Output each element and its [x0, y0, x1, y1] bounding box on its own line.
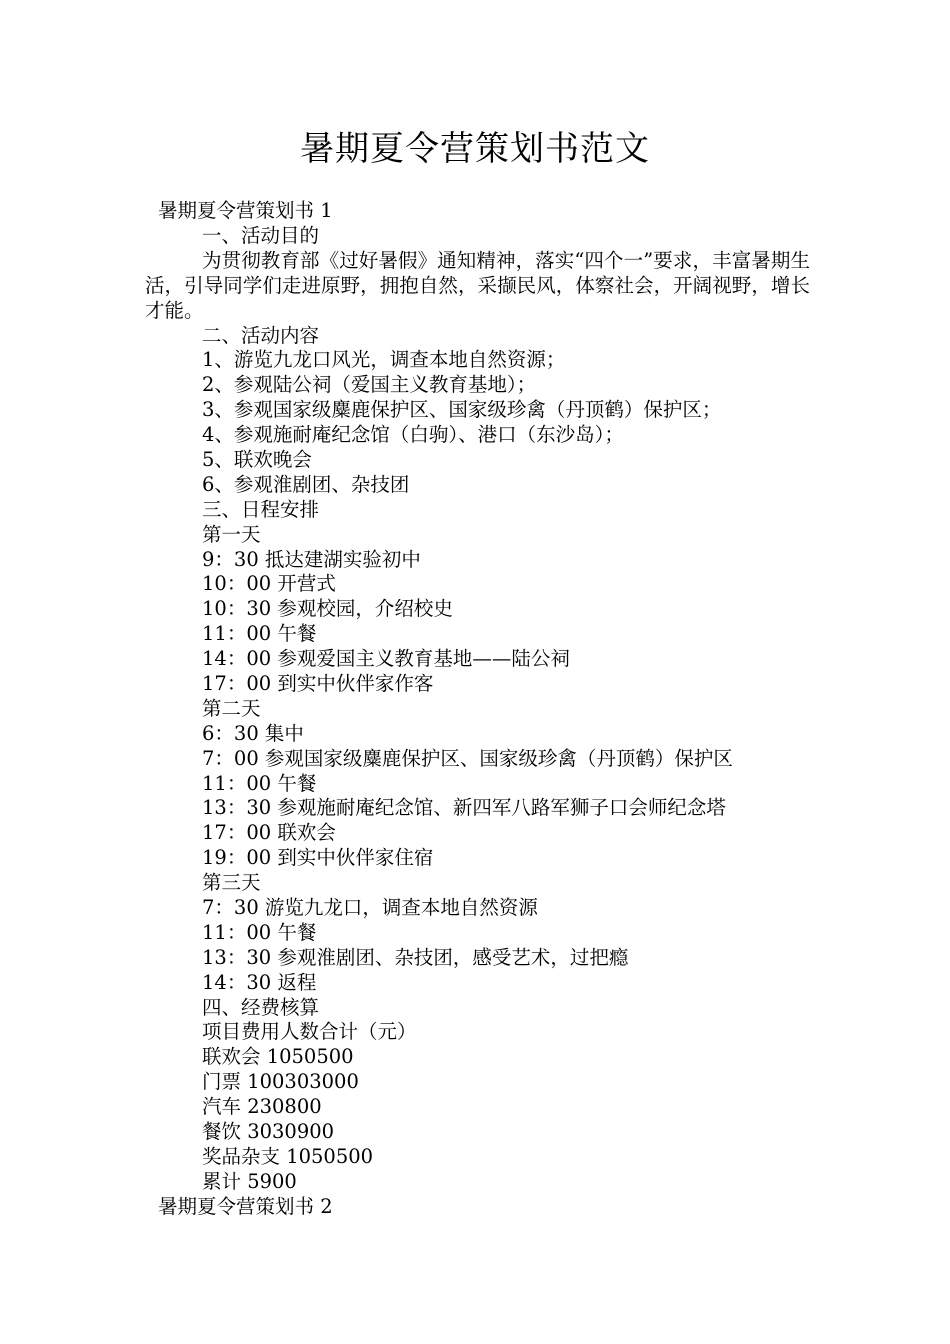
schedule-item: 7：00 参观国家级麋鹿保护区、国家级珍禽（丹顶鹤）保护区: [202, 746, 733, 770]
schedule-item: 10：30 参观校园，介绍校史: [202, 597, 453, 621]
day-label: 第三天: [202, 871, 261, 895]
schedule-item: 6：30 集中: [202, 721, 304, 745]
day-label: 第一天: [202, 522, 261, 546]
section-heading: 暑期夏令营策划书 1: [158, 199, 333, 222]
content-item: 3、参观国家级麋鹿保护区、国家级珍禽（丹顶鹤）保护区；: [202, 398, 722, 422]
heading-schedule: 三、日程安排: [202, 497, 320, 521]
schedule-item: 9：30 抵达建湖实验初中: [202, 547, 421, 571]
budget-line: 联欢会 1050500: [202, 1045, 354, 1069]
heading-budget: 四、经费核算: [202, 995, 320, 1019]
schedule-item: 14：30 返程: [202, 970, 317, 994]
budget-line: 汽车 230800: [202, 1095, 322, 1119]
schedule-item: 11：00 午餐: [202, 622, 317, 646]
heading-purpose: 一、活动目的: [202, 223, 320, 247]
schedule-item: 13：30 参观淮剧团、杂技团，感受艺术，过把瘾: [202, 945, 629, 969]
schedule-item: 17：00 到实中伙伴家作客: [202, 671, 434, 695]
day-label: 第二天: [202, 696, 261, 720]
schedule-item: 19：00 到实中伙伴家住宿: [202, 846, 434, 870]
content-item: 6、参观淮剧团、杂技团: [202, 472, 410, 496]
document-title: 暑期夏令营策划书范文: [300, 129, 650, 169]
schedule-item: 17：00 联欢会: [202, 821, 336, 845]
budget-line: 奖品杂支 1050500: [202, 1144, 374, 1168]
budget-line: 累计 5900: [202, 1169, 297, 1193]
purpose-paragraph: 为贯彻教育部《过好暑假》通知精神，落实“四个一”要求，丰富暑期生活，引导同学们走进原野，拥抱自然，采撷民风，体察社会，开阔视野，增长才能。: [145, 248, 810, 322]
section-heading: 暑期夏令营策划书 2: [158, 1194, 333, 1218]
content-item: 4、参观施耐庵纪念馆（白驹）、港口（东沙岛）；: [202, 423, 624, 447]
budget-line: 项目费用人数合计（元）: [202, 1020, 417, 1044]
schedule-item: 7：30 游览九龙口，调查本地自然资源: [202, 895, 538, 919]
schedule-item: 11：00 午餐: [202, 771, 317, 795]
schedule-item: 10：00 开营式: [202, 572, 336, 596]
schedule-item: 11：00 午餐: [202, 920, 317, 944]
content-item: 5、联欢晚会: [202, 447, 312, 471]
budget-line: 餐饮 3030900: [202, 1120, 335, 1143]
heading-content: 二、活动内容: [202, 323, 320, 347]
content-item: 1、游览九龙口风光，调查本地自然资源；: [202, 348, 566, 372]
content-item: 2、参观陆公祠（爱国主义教育基地）；: [202, 373, 537, 397]
document-body: [145, 199, 810, 1220]
schedule-item: 13：30 参观施耐庵纪念馆、新四军八路军狮子口会师纪念塔: [202, 796, 726, 820]
schedule-item: 14：00 参观爱国主义教育基地——陆公祠: [202, 647, 570, 671]
budget-line: 门票 100303000: [202, 1070, 359, 1094]
